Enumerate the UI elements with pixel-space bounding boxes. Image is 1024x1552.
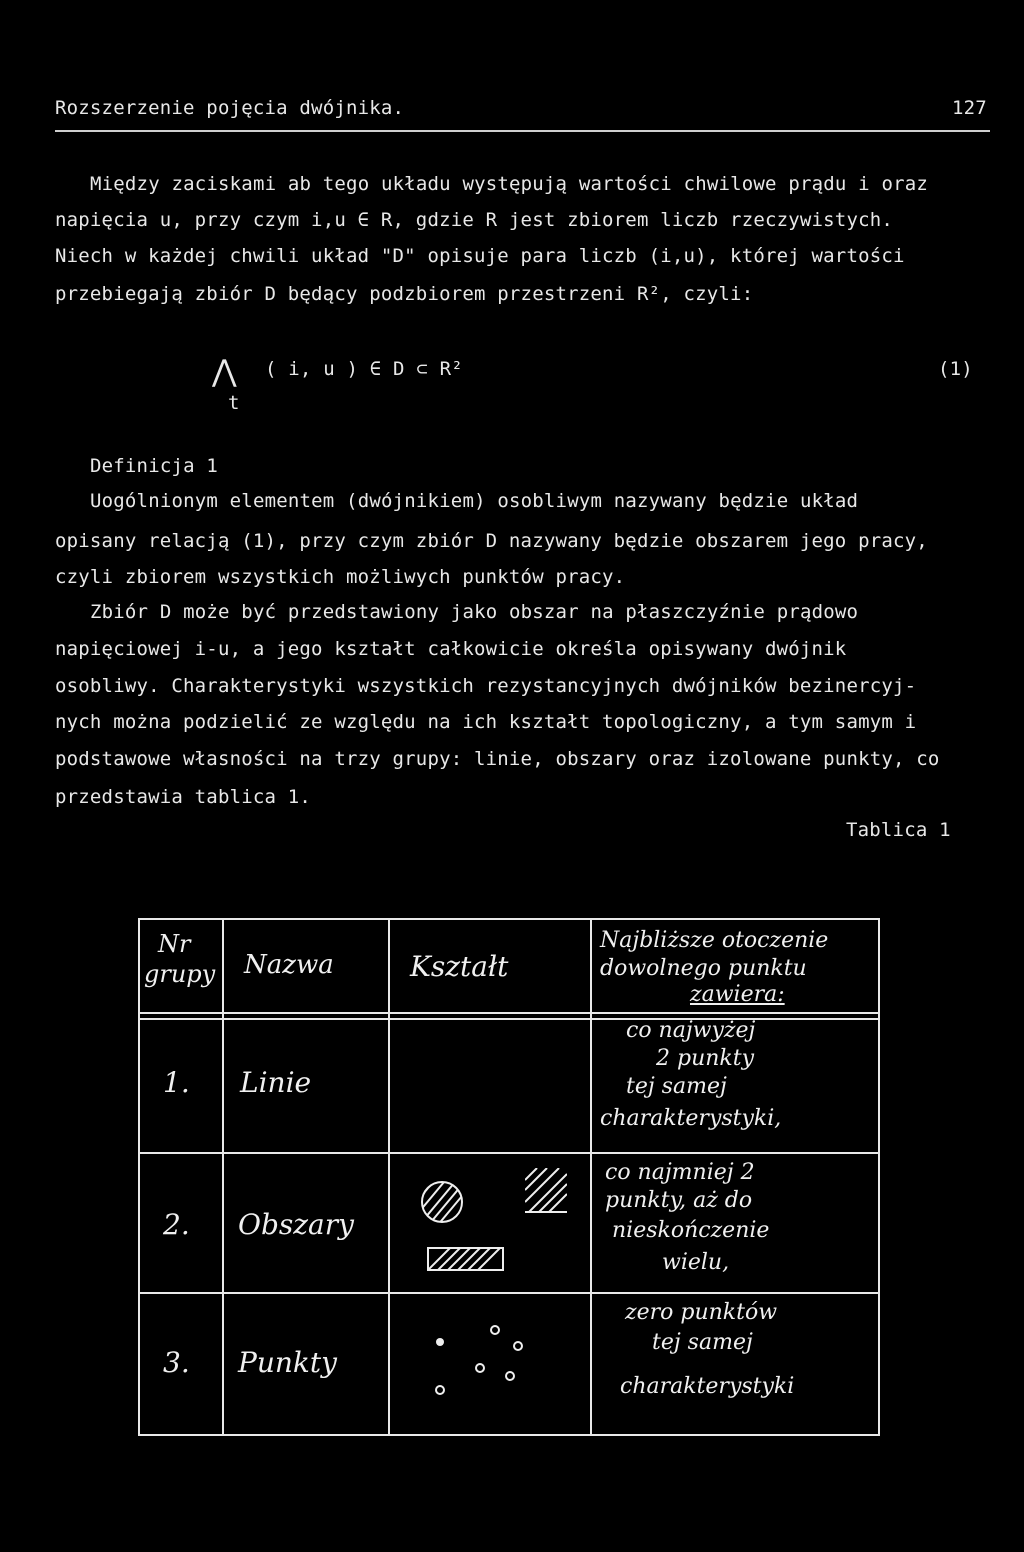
hatched-corner-icon	[525, 1168, 567, 1212]
row-description-line: tej samej	[626, 1074, 727, 1099]
area-shapes-drawing	[395, 1160, 585, 1288]
hatched-rectangle-icon	[428, 1248, 503, 1270]
column-divider	[388, 918, 390, 1434]
para1-line: napięcia u, przy czym i,u ∈ R, gdzie R jest zbiorem liczb rzeczywistych.	[55, 209, 894, 231]
para2-line: osobliwy. Charakterystyki wszystkich rezystancyjnych dwójników bezinercyj-	[55, 675, 917, 697]
point-icon	[436, 1386, 444, 1394]
row-description-line: nieskończenie	[612, 1218, 770, 1243]
row-description-line: tej samej	[652, 1330, 753, 1355]
table-caption: Tablica 1	[846, 819, 951, 841]
row-divider	[138, 1292, 878, 1294]
para2-line: napięciowej i-u, a jego kształt całkowicie określa opisywany dwójnik	[55, 638, 847, 660]
header-neighborhood-line3: zawiera:	[690, 982, 785, 1007]
column-divider	[222, 918, 224, 1434]
para2-line: Zbiór D może być przedstawiony jako obszar na płaszczyźnie prądowo	[90, 601, 859, 623]
header-name: Nazwa	[244, 950, 334, 980]
header-rule	[55, 130, 990, 132]
row-description-line: 2 punkty	[656, 1046, 755, 1071]
equation-number: (1)	[938, 358, 973, 380]
row-number: 1.	[163, 1066, 190, 1099]
point-icon	[514, 1342, 522, 1350]
row-description-line: punkty, aż do	[605, 1188, 753, 1213]
row-description-line: charakterystyki	[620, 1374, 795, 1399]
row-description-line: wielu,	[662, 1250, 730, 1275]
formula-expression: ( i, u ) ∈ D ⊂ R²	[265, 358, 463, 380]
definition-line: opisany relacją (1), przy czym zbiór D nazywany będzie obszarem jego pracy,	[55, 530, 928, 552]
running-header: Rozszerzenie pojęcia dwójnika.	[55, 97, 405, 119]
para1-line: przebiegają zbiór D będący podzbiorem przestrzeni R², czyli:	[55, 283, 754, 305]
row-description-line: co najmniej 2	[605, 1160, 755, 1185]
definition-heading: Definicja 1	[90, 455, 219, 477]
row-name: Linie	[240, 1066, 312, 1099]
para1-line: Niech w każdej chwili układ "D" opisuje para liczb (i,u), której wartości	[55, 245, 905, 267]
header-rule-bottom	[138, 1018, 878, 1020]
hatched-circle-icon	[403, 1160, 477, 1238]
quantifier-subscript: t	[228, 392, 240, 414]
row-name: Obszary	[238, 1208, 354, 1241]
point-icon	[491, 1326, 499, 1334]
row-description-line: co najwyżej	[626, 1018, 756, 1043]
para2-line: nych można podzielić ze względu na ich kształt topologiczny, a tym samym i	[55, 711, 917, 733]
column-divider	[590, 918, 592, 1434]
header-neighborhood-line1: Najbliższe otoczenie	[600, 928, 829, 953]
point-icon	[436, 1338, 444, 1346]
row-name: Punkty	[238, 1346, 337, 1379]
row-divider	[138, 1152, 878, 1154]
row-description-line: zero punktów	[625, 1300, 778, 1325]
header-group-line2: grupy	[144, 960, 216, 988]
page-number: 127	[952, 97, 987, 119]
quantifier-symbol: ⋀	[212, 354, 237, 389]
para2-line: podstawowe własności na trzy grupy: linie, obszary oraz izolowane punkty, co	[55, 748, 940, 770]
header-group-line1: Nr	[158, 930, 191, 958]
row-description-line: charakterystyki,	[600, 1106, 782, 1131]
point-icon	[476, 1364, 484, 1372]
point-icon	[506, 1372, 514, 1380]
header-rule-top	[138, 1012, 878, 1014]
definition-line: czyli zbiorem wszystkich możliwych punktów pracy.	[55, 566, 626, 588]
definition-line: Uogólnionym elementem (dwójnikiem) osobliwym nazywany będzie układ	[90, 490, 859, 512]
row-number: 2.	[163, 1208, 190, 1241]
para2-line: przedstawia tablica 1.	[55, 786, 312, 808]
header-neighborhood-line2: dowolnego punktu	[600, 956, 807, 981]
header-shape: Kształt	[410, 950, 509, 983]
para1-line: Między zaciskami ab tego układu występują wartości chwilowe prądu i oraz	[90, 173, 929, 195]
isolated-points-drawing	[420, 1318, 530, 1398]
row-number: 3.	[163, 1346, 190, 1379]
